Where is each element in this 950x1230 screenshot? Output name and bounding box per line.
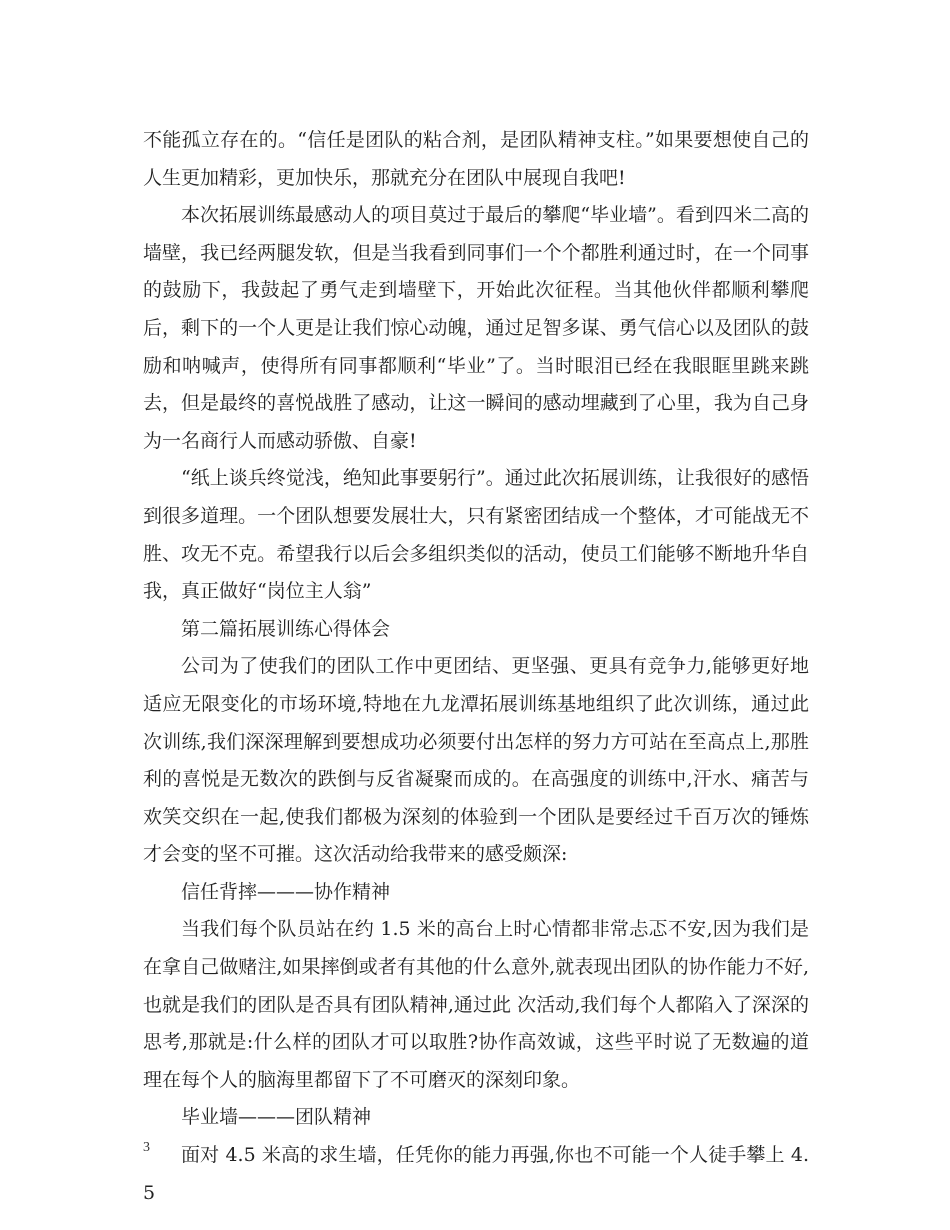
document-body [143, 122, 809, 1212]
paragraph: 不能孤立存在的。“信任是团队的粘合剂，是团队精神支柱。”如果要想使自己的人生更加精彩，更加快乐，那就充分在团队中展现自我吧! [143, 129, 809, 189]
paragraph: 公司为了使我们的团队工作中更团结、更坚强、更具有竞争力,能够更好地适应无限变化的市场环境,特地在九龙潭拓展训练基地组织了此次训练，通过此次训练,我们深深理解到要想成功必须要付出怎样的努力方可站在至高点上,那胜利的喜悦是无数次的跌倒与反省凝聚而成的。在高强度的训练中,汗水、痛苦与欢笑交织在一起,使我们都极为深刻的体验到一个团队是要经过千百万次的锤炼才会变的坚不可摧。这次活动给我带来的感受颇深: [143, 655, 809, 866]
subsection-heading: 毕业墙———团队精神 [181, 1106, 372, 1129]
paragraph: “纸上谈兵终觉浅，绝知此事要躬行”。通过此次拓展训练，让我很好的感悟到很多道理。一个团队想要发展壮大，只有紧密团结成一个整体，才可能战无不胜、攻无不克。希望我行以后会多组织类似的活动，使员工们能够不断地升华自我，真正做好“岗位主人翁” [143, 467, 809, 603]
page-number: 3 [143, 1140, 150, 1155]
paragraph: 本次拓展训练最感动人的项目莫过于最后的攀爬“毕业墙”。看到四米二高的墙壁，我已经两腿发软，但是当我看到同事们一个个都胜利通过时，在一个同事的鼓励下，我鼓起了勇气走到墙壁下，开始此次征程。当其他伙伴都顺利攀爬后，剩下的一个人更是让我们惊心动魄，通过足智多谋、勇气信心以及团队的鼓励和呐喊声，使得所有同事都顺利“毕业”了。当时眼泪已经在我眼眶里跳来跳去，但是最终的喜悦战胜了感动，让这一瞬间的感动埋藏到了心里，我为自己身为一名商行人而感动骄傲、自豪! [143, 204, 809, 452]
subsection-heading: 信任背摔———协作精神 [181, 880, 391, 903]
section-heading: 第二篇拓展训练心得体会 [181, 617, 391, 640]
paragraph: 面对 4.5 米高的求生墙，任凭你的能力再强,你也不可能一个人徒手攀上 4.5 [143, 1144, 809, 1204]
paragraph: 当我们每个队员站在约 1.5 米的高台上时心情都非常忐忑不安,因为我们是在拿自己做赌注,如果摔倒或者有其他的什么意外,就表现出团队的协作能力不好,也就是我们的团队是否具有团队精神,通过此 次活动,我们每个人都陷入了深深的思考,那就是:什么样的团队才可以取胜?协作高效诚，这些平时说了无数遍的道理在每个人的脑海里都留下了不可磨灭的深刻印象。 [143, 918, 809, 1091]
